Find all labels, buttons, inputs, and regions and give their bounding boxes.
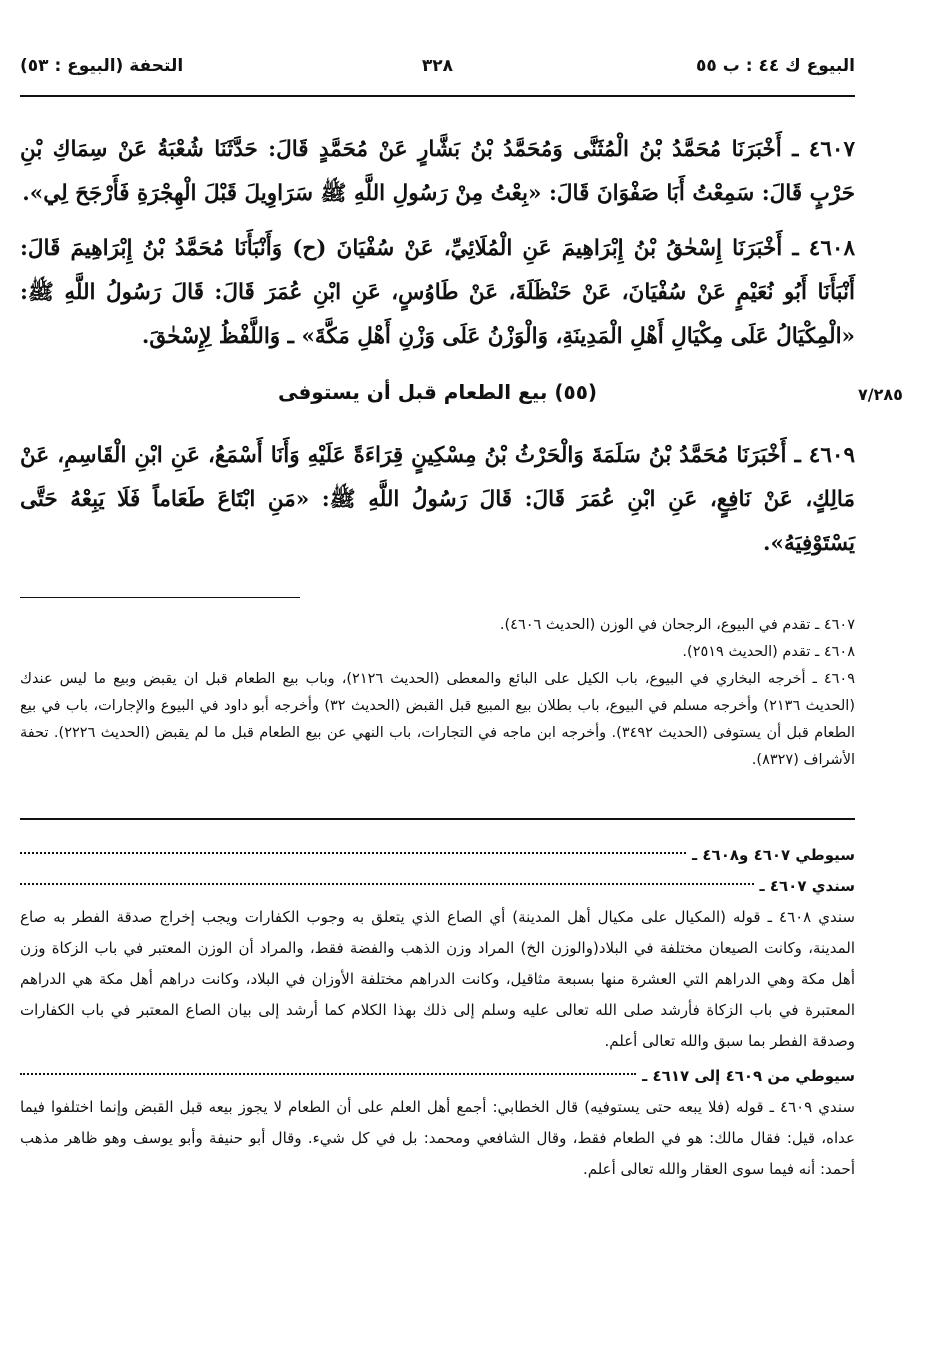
commentary-sindi-4608: سندي ٤٦٠٨ ـ قوله (المكيال على مكيال أهل المدينة) أي الصاع الذي يتعلق به وجوب الكفارات ويجب إخراج صدقة الفطر به صاع المدينة، وكانت الصيعان مختلفة في البلاد(والوزن الخ) المراد وزن الذهب والفضة فقط، والمراد أن الوزن المعتبر في باب الزكاة وزن أهل مكة وهي الدراهم التي العشرة منها بسبعة مثاقيل، وكانت الدراهم مختلفة الأوزان في البلاد، وكانت دراهم أهل مكة هي الدراهم المعتبرة في باب الزكاة فأرشد صلى الله تعالى عليه وسلم إلى ذلك بهذا الكلام كما أرشد إلى بيان الصاع المعتبر في باب الكفارات وصدقة الفطر بما سبق والله تعالى أعلم.: [20, 908, 855, 1050]
commentary-heading-suyuti-4609: سيوطي من ٤٦٠٩ إلى ٤٦١٧ ـ: [20, 1061, 855, 1092]
commentary-divider: [20, 818, 855, 820]
hadith-4608: ٤٦٠٨ ـ أَخْبَرَنَا إِسْحٰقُ بْنُ إِبْرَاهِيمَ عَنِ الْمُلَائِيِّ، عَنْ سُفْيَانَ (ح) وَأَنْبَأَنَا مُحَمَّدُ بْنُ إِبْرَاهِيمَ قَالَ: أَنْبَأَنَا أَبُو نُعَيْمٍ عَنْ سُفْيَانَ، عَنْ حَنْظَلَةَ، عَنْ طَاوُسٍ، عَنِ ابْنِ عُمَرَ قَالَ: قَالَ رَسُولُ اللَّهِ ﷺ: «الْمِكْيَالُ عَلَى مِكْيَالِ أَهْلِ الْمَدِينَةِ، وَالْوَزْنُ عَلَى وَزْنِ أَهْلِ مَكَّةَ» ـ وَاللَّفْظُ لِإِسْحٰقَ.: [20, 236, 855, 349]
page: [20, 0, 855, 1358]
footnote-4609: ٤٦٠٩ ـ أخرجه البخاري في البيوع، باب الكيل على البائع والمعطى (الحديث ٢١٢٦)، وباب بيع الطعام قبل ان يقبض وبيع ما ليس عندك (الحديث ٢١٣٦) وأخرجه مسلم في البيوع، باب بطلان بيع المبيع قبل القبض (الحديث ٣٢) وأخرجه أبو داود في البيوع والإجارات، باب في بيع الطعام قبل أن يستوفى (الحديث ٣٤٩٢). وأخرجه ابن ماجه في التجارات، باب النهي عن بيع الطعام قبل ما لم يقبض (الحديث ٢٢٢٦). تحفة الأشراف (٨٣٢٧).: [20, 671, 855, 768]
header-chapter-ref: البيوع ك ٤٤ : ب ٥٥: [696, 56, 855, 76]
hadith-4607: ٤٦٠٧ ـ أَخْبَرَنَا مُحَمَّدُ بْنُ الْمُثَنَّى وَمُحَمَّدُ بْنُ بَشَّارٍ عَنْ مُحَمَّدٍ قَالَ: حَدَّثَنَا شُعْبَةُ عَنْ سِمَاكِ بْنِ حَرْبٍ قَالَ: سَمِعْتُ أَبَا صَفْوَانَ قَالَ: «بِعْتُ مِنْ رَسُولِ اللَّهِ ﷺ سَرَاوِيلَ قَبْلَ الْهِجْرَةِ فَأَرْجَحَ لِي».: [20, 137, 855, 206]
commentary-heading-suyuti-4607: سيوطي ٤٦٠٧ و٤٦٠٨ ـ: [20, 840, 855, 871]
section-title: (٥٥) بيع الطعام قبل أن يستوفى: [277, 380, 598, 404]
footnotes: [20, 612, 855, 774]
footnote-4608: ٤٦٠٨ ـ تقدم (الحديث ٢٥١٩).: [682, 644, 855, 660]
header-divider: [20, 95, 855, 97]
page-header: [20, 52, 855, 86]
header-tuhfa-ref: التحفة (البيوع : ٥٣): [20, 56, 184, 76]
footnote-rule: [20, 597, 300, 598]
commentary: [20, 840, 855, 1189]
footnote-4607: ٤٦٠٧ ـ تقدم في البيوع، الرجحان في الوزن (الحديث ٤٦٠٦).: [499, 617, 855, 633]
margin-reference: ٧/٢٨٥: [858, 385, 903, 404]
commentary-heading-sindi-4607: سندي ٤٦٠٧ ـ: [20, 871, 855, 902]
page-number: ٣٢٨: [421, 56, 454, 76]
commentary-sindi-4609: سندي ٤٦٠٩ ـ قوله (فلا يبعه حتى يستوفيه) قال الخطابي: أجمع أهل العلم على أن الطعام لا يجوز بيعه قبل القبض وإنما اختلفوا فيما عداه، قيل: فقال مالك: هو في الطعام فقط، وقال الشافعي ومحمد: بل في كل شيء. وقال أبو حنيفة وأبو يوسف وهو ظاهر مذهب أحمد: أنه فيما سوى العقار والله تعالى أعلم.: [20, 1098, 855, 1178]
hadith-4609: ٤٦٠٩ ـ أَخْبَرَنَا مُحَمَّدُ بْنُ سَلَمَةَ وَالْحَرْثُ بْنُ مِسْكِينٍ قِرَاءَةً عَلَيْهِ وَأَنَا أَسْمَعُ، عَنِ ابْنِ الْقَاسِمِ، عَنْ مَالِكٍ، عَنْ نَافِعٍ، عَنِ ابْنِ عُمَرَ قَالَ: قَالَ رَسُولُ اللَّهِ ﷺ: «مَنِ ابْتَاعَ طَعَاماً فَلَا يَبِعْهُ حَتَّى يَسْتَوْفِيَهُ».: [20, 443, 855, 556]
